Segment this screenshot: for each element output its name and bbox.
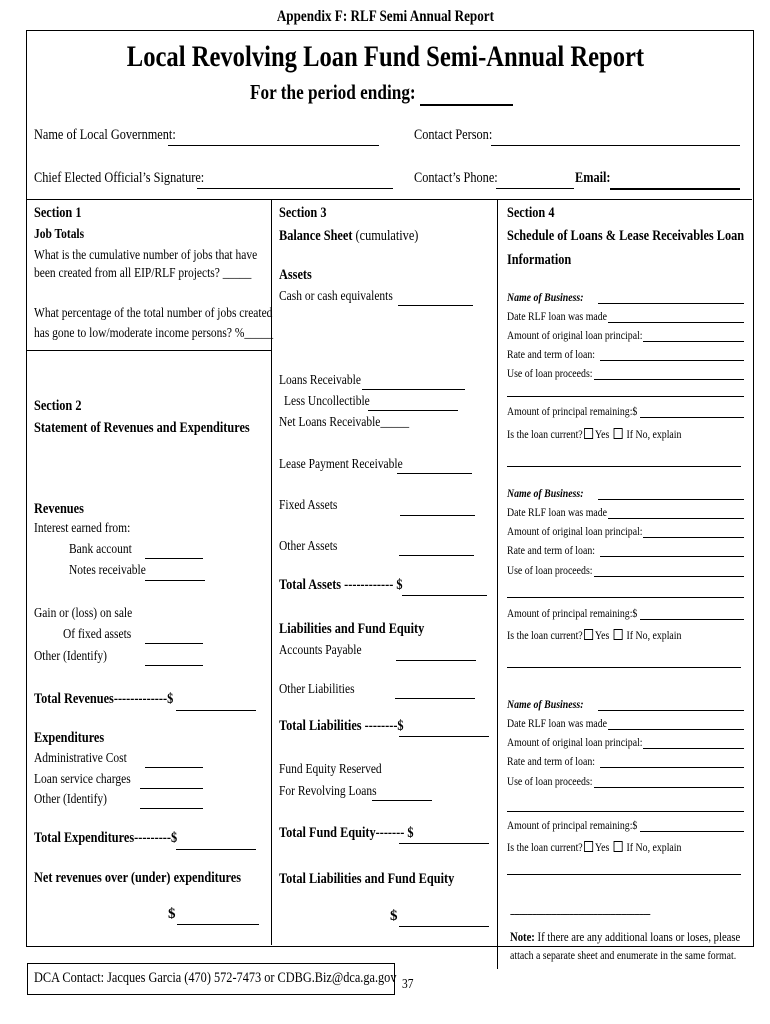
expenditures-heading: Expenditures	[34, 730, 105, 746]
total-expenditures-label: Total Expenditures---------$	[34, 830, 178, 846]
section1-q1b: been created from all EIP/RLF projects? _____	[34, 266, 252, 281]
section1-title: Job Totals	[34, 227, 85, 242]
business-field-3[interactable]	[598, 710, 744, 711]
net-revenues-label: Net revenues over (under) expenditures	[34, 870, 242, 886]
other-liabilities-label: Other Liabilities	[279, 682, 355, 697]
payable-label: Accounts Payable	[279, 643, 362, 658]
total-fund-equity-field[interactable]	[399, 843, 489, 844]
explain-field-3[interactable]	[507, 874, 741, 875]
total-liabilities-equity-label: Total Liabilities and Fund Equity	[279, 871, 455, 887]
yes-checkbox-3[interactable]	[584, 841, 593, 852]
other-liabilities-field[interactable]	[395, 698, 475, 699]
section3-title: Balance Sheet (cumulative)	[279, 228, 419, 244]
original-label-2: Amount of original loan principal:	[507, 524, 643, 538]
rate-field-1[interactable]	[600, 360, 744, 361]
date-made-field-3[interactable]	[608, 729, 744, 730]
section1-q2b: has gone to low/moderate income persons? %_____	[34, 326, 274, 341]
rate-label-3: Rate and term of loan:	[507, 754, 595, 768]
note-line-1: Note: If there are any additional loans or loses, please	[510, 929, 741, 944]
total-revenues-field[interactable]	[176, 710, 256, 711]
original-field-2[interactable]	[643, 537, 744, 538]
total-revenues-label: Total Revenues-------------$	[34, 691, 174, 707]
remaining-label-3: Amount of principal remaining:$	[507, 818, 638, 832]
loans-receivable-field[interactable]	[362, 389, 465, 390]
appendix-title: Appendix F: RLF Semi Annual Report	[276, 8, 494, 25]
yes-checkbox-1[interactable]	[584, 428, 593, 439]
report-title: Local Revolving Loan Fund Semi-Annual Report	[126, 40, 644, 73]
gain-label: Gain or (loss) on sale	[34, 606, 133, 621]
total-expenditures-field[interactable]	[176, 849, 256, 850]
uncollectible-field[interactable]	[368, 410, 458, 411]
use-field-3[interactable]	[594, 787, 744, 788]
section1-heading: Section 1	[34, 205, 82, 221]
notes-receivable-label: Notes receivable	[69, 563, 146, 578]
fixed-assets-field[interactable]	[400, 515, 475, 516]
current-question-1: Is the loan current? Yes If No, explain	[507, 427, 682, 441]
other-revenue-label: Other (Identify)	[34, 649, 108, 664]
remaining-field-1[interactable]	[640, 417, 744, 418]
other-assets-label: Other Assets	[279, 539, 338, 554]
use-field-3b[interactable]	[507, 811, 744, 812]
total-fund-equity-label: Total Fund Equity------- $	[279, 825, 414, 841]
cash-label: Cash or cash equivalents	[279, 289, 393, 304]
assets-heading: Assets	[279, 267, 312, 283]
no-checkbox-2[interactable]	[613, 629, 622, 640]
rate-label-1: Rate and term of loan:	[507, 347, 595, 361]
remaining-label-2: Amount of principal remaining:$	[507, 606, 638, 620]
original-field-1[interactable]	[643, 341, 744, 342]
admin-cost-label: Administrative Cost	[34, 751, 127, 766]
admin-cost-field[interactable]	[145, 767, 203, 768]
local-gov-label: Name of Local Government:	[34, 127, 176, 143]
contact-person-field[interactable]	[491, 145, 740, 146]
total-liabilities-label: Total Liabilities --------$	[279, 718, 404, 734]
section1-bottom-line	[27, 350, 271, 351]
contact-phone-field[interactable]	[496, 188, 574, 189]
business-label-1: Name of Business:	[507, 290, 584, 304]
payable-field[interactable]	[396, 660, 476, 661]
other-expense-field[interactable]	[140, 808, 203, 809]
current-question-2: Is the loan current? Yes If No, explain	[507, 628, 682, 642]
yes-checkbox-2[interactable]	[584, 629, 593, 640]
net-revenues-field[interactable]	[177, 924, 259, 925]
current-question-3: Is the loan current? Yes If No, explain	[507, 840, 682, 854]
remaining-label-1: Amount of principal remaining:$	[507, 404, 638, 418]
remaining-field-3[interactable]	[640, 831, 744, 832]
grid-top-line	[27, 199, 752, 200]
no-checkbox-3[interactable]	[613, 841, 622, 852]
section4-title-2: Information	[507, 252, 572, 268]
section4-heading: Section 4	[507, 205, 555, 221]
net-dollar-sign: $	[168, 906, 176, 922]
use-field-1[interactable]	[594, 379, 744, 380]
date-made-label-2: Date RLF loan was made	[507, 505, 608, 519]
uncollectible-label: Less Uncollectible	[284, 394, 370, 409]
section1-q2a: What percentage of the total number of jobs created	[34, 306, 273, 321]
fund-equity-reserved-label: Fund Equity Reserved	[279, 762, 382, 777]
original-label-3: Amount of original loan principal:	[507, 735, 643, 749]
note-line-2: attach a separate sheet and enumerate in the same format.	[510, 948, 737, 962]
other-revenue-field[interactable]	[145, 665, 203, 666]
business-field-2[interactable]	[598, 499, 744, 500]
interest-label: Interest earned from:	[34, 521, 131, 536]
date-made-field-2[interactable]	[608, 518, 744, 519]
loan-service-label: Loan service charges	[34, 772, 131, 787]
no-checkbox-1[interactable]	[613, 428, 622, 439]
notes-receivable-field[interactable]	[145, 580, 205, 581]
fund-equity-field[interactable]	[372, 800, 432, 801]
email-label: Email:	[575, 170, 611, 186]
use-field-1b[interactable]	[507, 396, 744, 397]
fixed-assets-label: Fixed Assets	[279, 498, 338, 513]
use-field-2b[interactable]	[507, 597, 744, 598]
original-field-3[interactable]	[643, 748, 744, 749]
section3-heading: Section 3	[279, 205, 327, 221]
local-gov-field[interactable]	[168, 145, 379, 146]
section2-title: Statement of Revenues and Expenditures	[34, 420, 250, 436]
signature-label: Chief Elected Official’s Signature:	[34, 170, 205, 186]
explain-field-1[interactable]	[507, 466, 741, 467]
lease-field[interactable]	[397, 473, 472, 474]
fixed-assets-sale-label: Of fixed assets	[63, 627, 132, 642]
business-label-2: Name of Business:	[507, 486, 584, 500]
rate-field-3[interactable]	[600, 767, 744, 768]
explain-field-2[interactable]	[507, 667, 741, 668]
net-loans-label: Net Loans Receivable_____	[279, 415, 410, 430]
footer-contact: DCA Contact: Jacques Garcia (470) 572-7473 or CDBG.Biz@dca.ga.gov	[34, 970, 397, 986]
period-field[interactable]	[420, 104, 513, 106]
use-field-2[interactable]	[594, 576, 744, 577]
section2-heading: Section 2	[34, 398, 82, 414]
other-expense-label: Other (Identify)	[34, 792, 108, 807]
separator-dashes: ----------------------------------------------------------------	[510, 908, 650, 920]
section1-q1a: What is the cumulative number of jobs that have	[34, 248, 258, 263]
use-label-2: Use of loan proceeds:	[507, 563, 593, 577]
total-assets-label: Total Assets ------------ $	[279, 577, 403, 593]
total-lfe-field[interactable]	[399, 926, 489, 927]
loan-service-field[interactable]	[140, 788, 203, 789]
remaining-field-2[interactable]	[640, 619, 744, 620]
signature-field[interactable]	[197, 188, 393, 189]
date-made-label-1: Date RLF loan was made	[507, 309, 608, 323]
other-assets-field[interactable]	[399, 555, 474, 556]
total-lfe-dollar-sign: $	[390, 908, 398, 924]
gain-field[interactable]	[145, 643, 203, 644]
lease-label: Lease Payment Receivable	[279, 457, 403, 472]
bank-account-label: Bank account	[69, 542, 132, 557]
date-made-label-3: Date RLF loan was made	[507, 716, 608, 730]
cash-field[interactable]	[398, 305, 473, 306]
period-label: For the period ending:	[250, 80, 416, 104]
bank-account-field[interactable]	[145, 558, 203, 559]
business-field-1[interactable]	[598, 303, 744, 304]
total-liabilities-field[interactable]	[399, 736, 489, 737]
total-assets-field[interactable]	[402, 595, 487, 596]
contact-phone-label: Contact’s Phone:	[414, 170, 498, 186]
email-field[interactable]	[610, 188, 740, 190]
section4-title-1: Schedule of Loans & Lease Receivables Loan	[507, 228, 745, 244]
for-revolving-loans-label: For Revolving Loans	[279, 784, 377, 799]
original-label-1: Amount of original loan principal:	[507, 328, 643, 342]
business-label-3: Name of Business:	[507, 697, 584, 711]
use-label-3: Use of loan proceeds:	[507, 774, 593, 788]
rate-label-2: Rate and term of loan:	[507, 543, 595, 557]
revenues-heading: Revenues	[34, 501, 84, 517]
use-label-1: Use of loan proceeds:	[507, 366, 593, 380]
liabilities-heading: Liabilities and Fund Equity	[279, 621, 425, 637]
contact-person-label: Contact Person:	[414, 127, 493, 143]
page-number: 37	[402, 977, 414, 992]
grid-divider-2	[497, 199, 498, 969]
rate-field-2[interactable]	[600, 556, 744, 557]
date-made-field-1[interactable]	[608, 322, 744, 323]
report-frame	[26, 30, 754, 947]
loans-receivable-label: Loans Receivable	[279, 373, 361, 388]
